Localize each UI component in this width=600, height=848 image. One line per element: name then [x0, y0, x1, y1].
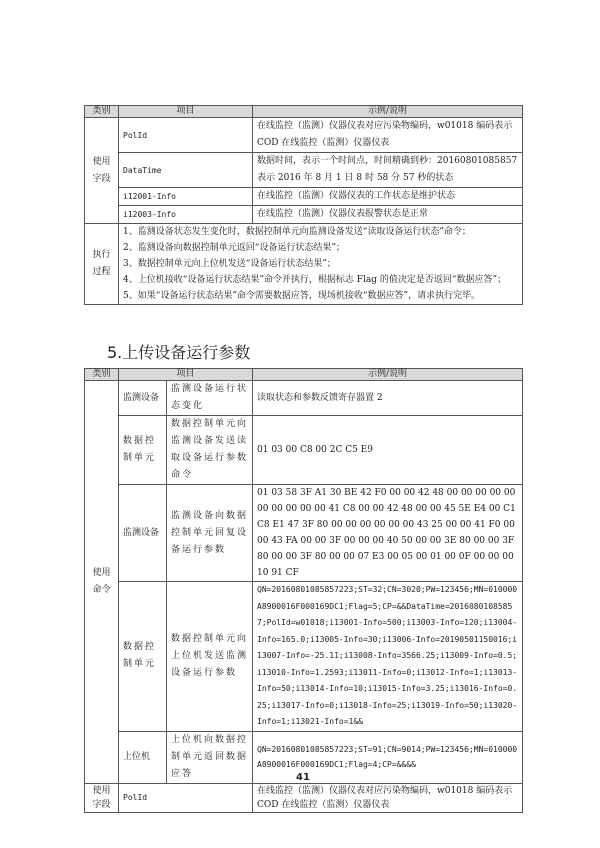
- process-step: 1、监测设备状态发生变化时，数据控制单元向监测设备发送“读取设备运行状态”命令；: [123, 227, 471, 237]
- action-cell: 数据控制单元向上位机发送监测设备运行参数: [167, 582, 253, 732]
- table-row: [85, 153, 523, 188]
- action-cell: 监测设备向数据控制单元回复设备运行参数: [167, 485, 253, 582]
- actor-cell: 数据控制单元: [119, 416, 167, 485]
- process-step: 2、监测设备向数据控制单元返回“设备运行状态结果”；: [123, 243, 345, 253]
- table-row: [85, 582, 523, 732]
- actor-cell: 上位机: [119, 731, 167, 783]
- header-description: 示例/说明: [253, 369, 523, 381]
- description-cell: 在线监控（监测）仪器仪表的工作状态是维护状态: [253, 188, 523, 206]
- table-header-row: [85, 106, 523, 118]
- process-step: 3、数据控制单元向上位机发送“设备运行状态结果”；: [123, 259, 336, 269]
- action-cell: 上位机向数据控制单元返回数据应答: [167, 731, 253, 783]
- process-steps-cell: [119, 224, 523, 305]
- table-row: [85, 188, 523, 206]
- table-row: [85, 783, 523, 812]
- header-item: 项目: [119, 369, 253, 381]
- table-row: [85, 381, 523, 416]
- example-cell: 01 03 00 C8 00 2C C5 E9: [253, 416, 523, 485]
- category-cell: 使用命令: [85, 381, 119, 784]
- header-category: 类别: [85, 369, 119, 381]
- upload-parameters-table: [84, 368, 523, 813]
- description-cell: 在线监控（监测）仪器仪表对应污染物编码，w01018 编码表示 COD 在线监控（监测）仪器仪表: [253, 783, 523, 812]
- table-row: [85, 485, 523, 582]
- category-cell: 使用字段: [85, 118, 119, 224]
- page-number: 41: [296, 772, 310, 783]
- process-row: [85, 224, 523, 305]
- table-header-row: [85, 369, 523, 381]
- table-row: [85, 416, 523, 485]
- category-cell: 使用字段: [85, 783, 119, 812]
- example-cell: QN=20160801085857223;ST=32;CN=3020;PW=123456;MN=010000A8900016F000169DC1;Flag=5;CP=&&DataTime=20160801085857;PolId=w01018;i13001-Info=500;i13003-Info=120;i13004-Info=165.0;i13005-Info=30;i13006-Info=20190501150016;i13007-Info=-25.11;i13008-Info=3566.25;i13009-Info=0.5;i13010-Info=1.2593;i13011-Info=0;i13012-Info=1;i13013-Info=50;i13014-Info=10;i13015-Info=3.25;i13016-Info=0.25;i13017-Info=0;i13018-Info=25;i13019-Info=50;i13020-Info=1;i13021-Info=1&&: [253, 582, 523, 732]
- header-category: 类别: [85, 106, 119, 118]
- status-fields-table: [84, 105, 523, 305]
- item-cell: PolId: [119, 783, 253, 812]
- process-category-cell: 执行过程: [85, 224, 119, 305]
- actor-cell: 数据控制单元: [119, 582, 167, 732]
- action-cell: 监测设备运行状态变化: [167, 381, 253, 416]
- example-cell: QN=20160801085857223;ST=91;CN=9014;PW=123456;MN=010000A8900016F000169DC1;Flag=4;CP=&&&&: [253, 731, 523, 783]
- description-cell: 数据时间，表示一个时间点，时间精确到秒：20160801085857 表示 2016 年 8 月 1 日 8 时 58 分 57 秒的状态: [253, 153, 523, 188]
- table-row: [85, 206, 523, 224]
- actor-cell: 监测设备: [119, 381, 167, 416]
- description-cell: 在线监控（监测）仪器仪表报警状态是正常: [253, 206, 523, 224]
- item-cell: i12003-Info: [119, 206, 253, 224]
- action-cell: 数据控制单元向监测设备发送读取设备运行参数命令: [167, 416, 253, 485]
- table-row: [85, 118, 523, 153]
- actor-cell: 监测设备: [119, 485, 167, 582]
- example-cell: 01 03 58 3F A1 30 BE 42 F0 00 00 42 48 00 00 00 00 00 00 00 00 00 00 41 C8 00 00 42 48 00 00 45 5E E4 00 C1 C8 E1 47 3F 80 00 00 00 00 00 00 43 25 00 00 41 F0 00 00 43 FA 00 00 3F 00 00 00 40 50 00 00 3E 80 00 00 3F 80 00 00 3F 80 00 00 07 E3 00 05 00 01 00 0F 00 00 00 10 91 CF: [253, 485, 523, 582]
- process-step: 4、上位机接收“设备运行状态结果”命令并执行，根据标志 Flag 的值决定是否返回“数据应答”；: [123, 275, 507, 285]
- header-description: 示例/说明: [253, 106, 523, 118]
- process-step: 5、如果“设备运行状态结果”命令需要数据应答，现场机接收“数据应答”，请求执行完毕。: [123, 291, 481, 301]
- item-cell: PolId: [119, 118, 253, 153]
- item-cell: DataTime: [119, 153, 253, 188]
- description-cell: 在线监控（监测）仪器仪表对应污染物编码，w01018 编码表示 COD 在线监控（监测）仪器仪表: [253, 118, 523, 153]
- example-cell: 读取状态和参数反馈寄存器置 2: [253, 381, 523, 416]
- section-title: 5.上传设备运行参数: [107, 343, 251, 362]
- header-item: 项目: [119, 106, 253, 118]
- item-cell: i12001-Info: [119, 188, 253, 206]
